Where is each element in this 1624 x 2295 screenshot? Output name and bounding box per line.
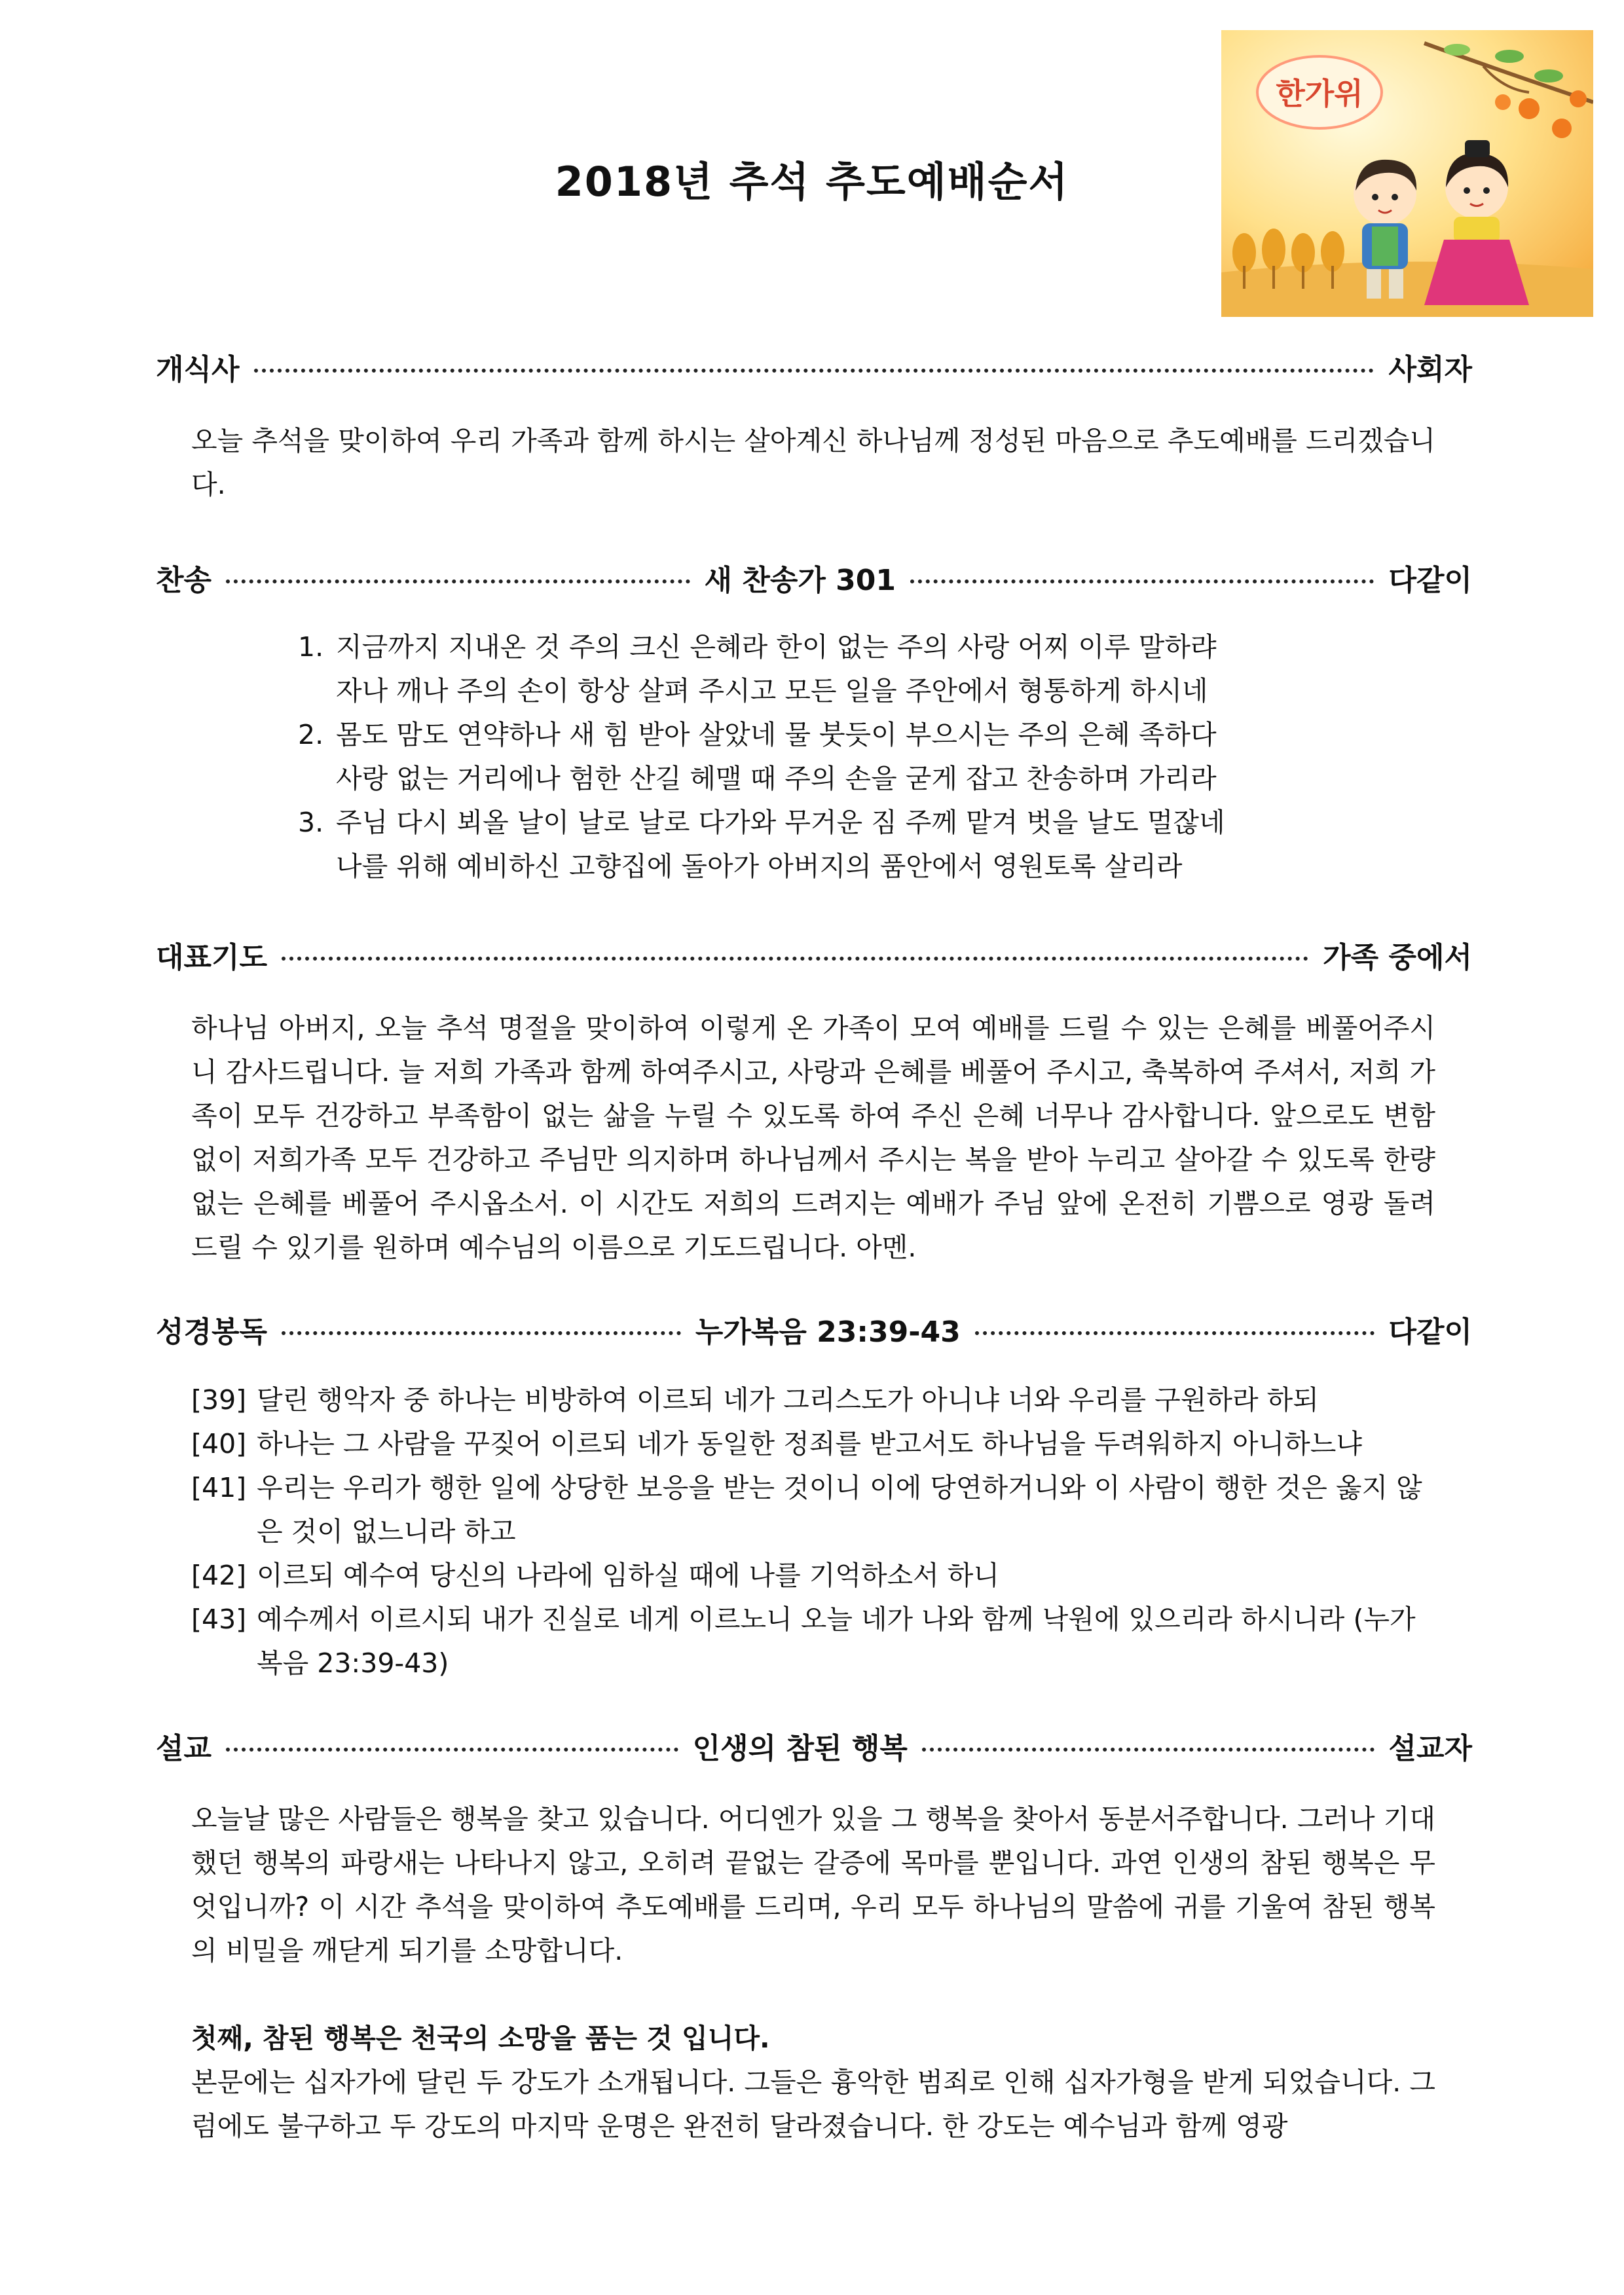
prayer-role: 가족 중에서 <box>1323 941 1472 974</box>
verse-number: 1. <box>298 631 324 663</box>
verse-text: 하나는 그 사람을 꾸짖어 이르되 네가 동일한 정죄를 받고서도 하나님을 두려워하지 아니하느냐 <box>257 1428 1362 1460</box>
hymn-number: 새 찬송가 301 <box>704 564 896 597</box>
section-prayer-header <box>156 935 1472 974</box>
sermon-title: 인생의 참된 행복 <box>692 1732 908 1765</box>
leader-dots <box>226 579 690 583</box>
scripture-verse <box>191 1422 1435 1466</box>
verse-number: [43] <box>191 1604 247 1635</box>
scripture-role: 다같이 <box>1388 1315 1473 1349</box>
verse-text: 달린 행악자 중 하나는 비방하여 이르되 네가 그리스도가 아니냐 너와 우리를 구원하라 하되 <box>257 1384 1319 1416</box>
leader-dots <box>975 1331 1375 1335</box>
hymn-label: 찬송 <box>156 564 212 597</box>
verse-line: 자나 깨나 주의 손이 항상 살펴 주시고 모든 일을 주안에서 형통하게 하시네 <box>336 675 1208 707</box>
section-scripture-header <box>156 1310 1472 1349</box>
hymn-verse <box>298 801 1313 889</box>
leader-dots <box>922 1748 1375 1752</box>
scripture-reference: 누가복음 23:39-43 <box>695 1315 961 1349</box>
scripture-verse <box>191 1466 1435 1554</box>
scripture-verse <box>191 1554 1435 1598</box>
leader-dots <box>910 579 1374 583</box>
section-sermon-header <box>156 1726 1472 1765</box>
sermon-point1-heading: 첫째, 참된 행복은 천국의 소망을 품는 것 입니다. <box>191 2023 770 2054</box>
verse-line: 주님 다시 뵈올 날이 날로 날로 다가와 무거운 짐 주께 맡겨 벗을 날도 멀잖네 <box>336 807 1225 838</box>
leader-dots <box>282 1331 681 1335</box>
image-caption: 한가위 <box>1276 76 1363 111</box>
hymn-role: 다같이 <box>1388 564 1472 597</box>
page-title: 2018년 추석 추도예배순서 <box>555 158 1069 206</box>
verse-line: 사랑 없는 거리에나 험한 산길 헤맬 때 주의 손을 굳게 잡고 찬송하며 가리라 <box>336 763 1217 794</box>
sermon-label: 설교 <box>156 1732 212 1765</box>
hymn-verses <box>298 625 1313 889</box>
verse-number: [42] <box>191 1560 247 1591</box>
scripture-verses <box>191 1378 1435 1685</box>
scripture-verse <box>191 1598 1435 1685</box>
verse-number: [41] <box>191 1472 247 1503</box>
verse-text: 이르되 예수여 당신의 나라에 임하실 때에 나를 기억하소서 하니 <box>257 1560 1000 1591</box>
sermon-intro: 오늘날 많은 사람들은 행복을 찾고 있습니다. 어디엔가 있을 그 행복을 찾아서 동분서주합니다. 그러나 기대했던 행복의 파랑새는 나타나지 않고, 오히려 끝없는 갈증에 목마를 뿐입니다. 과연 인생의 참된 행복은 무엇입니까? 이 시간 추석을 맞이하여 추도예배를 드리며, 우리 모두 하나님의 말씀에 귀를 기울여 참된 행복의 비밀을 깨닫게 되기를 소망합니다. <box>191 1803 1435 1966</box>
prayer-text: 하나님 아버지, 오늘 추석 명절을 맞이하여 이렇게 온 가족이 모여 예배를 드릴 수 있는 은혜를 베풀어주시니 감사드립니다. 늘 저희 가족과 함께 하여주시고, 사랑과 은혜를 베풀어 주시고, 축복하여 주셔서, 저희 가족이 모두 건강하고 부족함이 없는 삶을 누릴 수 있도록 하여 주신 은혜 너무나 감사합니다. 앞으로도 변함없이 저희가족 모두 건강하고 주님만 의지하며 하나님께서 주시는 복을 받아 누리고 살아갈 수 있도록 한량없는 은혜를 베풀어 주시옵소서. 이 시간도 저희의 드려지는 예배가 주님 앞에 온전히 기쁨으로 영광 돌려 드릴 수 있기를 원하며 예수님의 이름으로 기도드립니다. 아멘. <box>191 1012 1435 1263</box>
verse-number: 2. <box>298 719 324 750</box>
verse-number: [40] <box>191 1428 247 1460</box>
section-opening-header <box>156 347 1472 386</box>
verse-line: 지금까지 지내온 것 주의 크신 은혜라 한이 없는 주의 사랑 어찌 이루 말하랴 <box>336 631 1217 663</box>
verse-number: [39] <box>191 1384 247 1416</box>
verse-text: 예수께서 이르시되 내가 진실로 네게 이르노니 오늘 네가 나와 함께 낙원에 있으리라 하시니라 (누가복음 23:39-43) <box>257 1604 1416 1679</box>
verse-text: 우리는 우리가 행한 일에 상당한 보응을 받는 것이니 이에 당연하거니와 이 사람이 행한 것은 옳지 않은 것이 없느니라 하고 <box>257 1472 1422 1547</box>
leader-dots <box>282 957 1308 961</box>
opening-label: 개식사 <box>156 353 240 386</box>
scripture-verse <box>191 1378 1435 1422</box>
hangawi-illustration <box>1221 30 1593 317</box>
leader-dots <box>254 369 1375 373</box>
verse-line: 몸도 맘도 연약하나 새 힘 받아 살았네 물 붓듯이 부으시는 주의 은혜 족하다 <box>336 719 1217 750</box>
section-hymn-header <box>156 558 1472 597</box>
sermon-role: 설교자 <box>1388 1732 1473 1765</box>
verse-line: 나를 위해 예비하신 고향집에 돌아가 아버지의 품안에서 영원토록 살리라 <box>336 851 1183 882</box>
hymn-verse <box>298 713 1313 801</box>
leader-dots <box>226 1748 678 1752</box>
opening-text: 오늘 추석을 맞이하여 우리 가족과 함께 하시는 살아계신 하나님께 정성된 마음으로 추도예배를 드리겠습니다. <box>191 425 1435 500</box>
opening-role: 사회자 <box>1388 353 1472 386</box>
scripture-label: 성경봉독 <box>156 1315 268 1349</box>
sermon-point1-text: 본문에는 십자가에 달린 두 강도가 소개됩니다. 그들은 흉악한 범죄로 인해 십자가형을 받게 되었습니다. 그럼에도 불구하고 두 강도의 마지막 운명은 완전히 달라졌습니다. 한 강도는 예수님과 함께 영광 <box>191 2066 1435 2142</box>
prayer-label: 대표기도 <box>156 941 268 974</box>
hymn-verse <box>298 625 1313 713</box>
verse-number: 3. <box>298 807 324 838</box>
